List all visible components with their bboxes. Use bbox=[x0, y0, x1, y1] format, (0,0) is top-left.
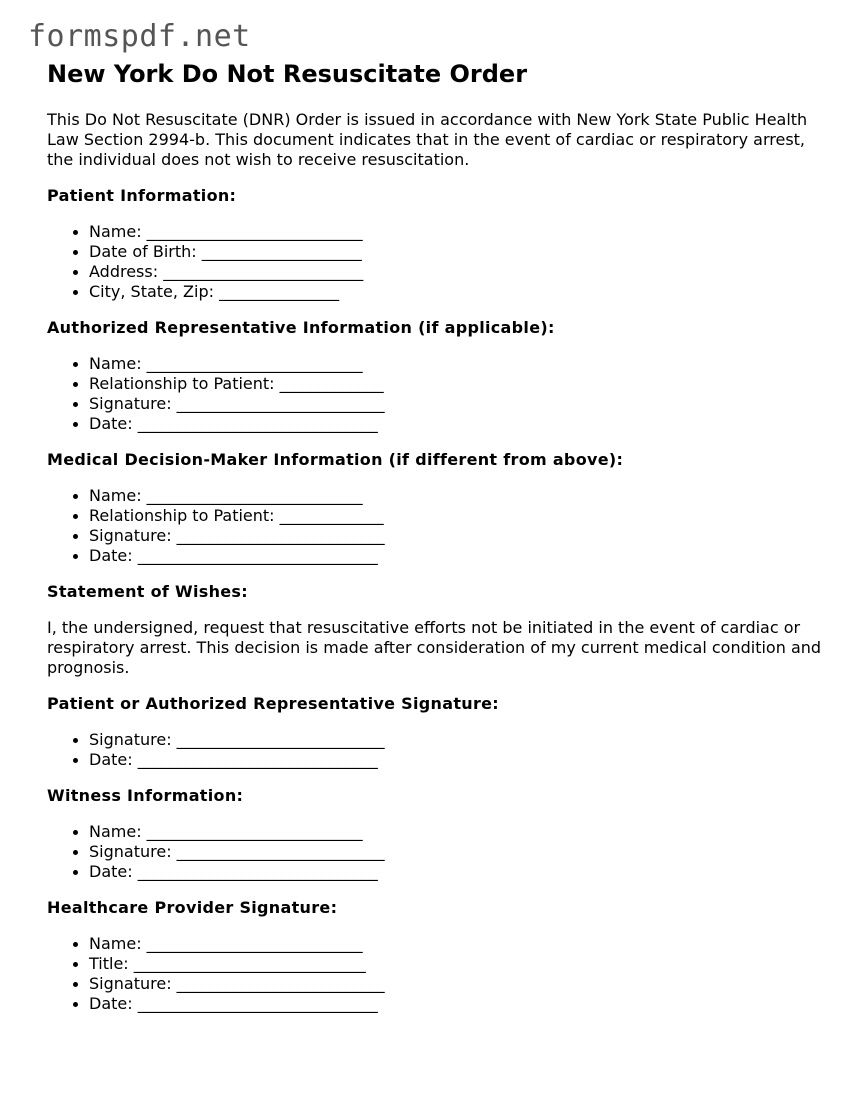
witness-info-list bbox=[47, 822, 827, 882]
provider-title-field[interactable]: Title: _____________________________ bbox=[89, 954, 827, 974]
representative-info-list bbox=[47, 354, 827, 434]
representative-info-heading: Authorized Representative Information (if applicable): bbox=[47, 318, 555, 337]
patient-address-field[interactable]: Address: _________________________ bbox=[89, 262, 827, 282]
provider-date-field[interactable]: Date: ______________________________ bbox=[89, 994, 827, 1014]
patient-signature-list bbox=[47, 730, 827, 770]
patient-name-field[interactable]: Name: ___________________________ bbox=[89, 222, 827, 242]
statement-of-wishes-heading: Statement of Wishes: bbox=[47, 582, 248, 601]
representative-name-field[interactable]: Name: ___________________________ bbox=[89, 354, 827, 374]
page-title: New York Do Not Resuscitate Order bbox=[47, 60, 528, 88]
provider-signature-list bbox=[47, 934, 827, 1014]
patient-info-list bbox=[47, 222, 827, 302]
document-body bbox=[47, 58, 827, 1014]
statement-of-wishes-text: I, the undersigned, request that resuscitative efforts not be initiated in the event of cardiac or respiratory arrest. This decision is made after consideration of my current medical condition and prognosis. bbox=[47, 618, 822, 677]
patient-info-heading: Patient Information: bbox=[47, 186, 237, 205]
decision-maker-signature-field[interactable]: Signature: __________________________ bbox=[89, 526, 827, 546]
provider-name-field[interactable]: Name: ___________________________ bbox=[89, 934, 827, 954]
decision-maker-heading: Medical Decision-Maker Information (if different from above): bbox=[47, 450, 624, 469]
representative-date-field[interactable]: Date: ______________________________ bbox=[89, 414, 827, 434]
decision-maker-name-field[interactable]: Name: ___________________________ bbox=[89, 486, 827, 506]
patient-dob-field[interactable]: Date of Birth: ____________________ bbox=[89, 242, 827, 262]
watermark: formspdf.net bbox=[28, 19, 251, 54]
witness-date-field[interactable]: Date: ______________________________ bbox=[89, 862, 827, 882]
intro-paragraph: This Do Not Resuscitate (DNR) Order is issued in accordance with New York State Public Health Law Section 2994-b. This document indicates that in the event of cardiac or respiratory arrest, the individual does not wish to receive resuscitation. bbox=[47, 110, 808, 169]
provider-signature-field[interactable]: Signature: __________________________ bbox=[89, 974, 827, 994]
witness-name-field[interactable]: Name: ___________________________ bbox=[89, 822, 827, 842]
patient-signature-heading: Patient or Authorized Representative Signature: bbox=[47, 694, 499, 713]
representative-signature-field[interactable]: Signature: __________________________ bbox=[89, 394, 827, 414]
patient-signature-field[interactable]: Signature: __________________________ bbox=[89, 730, 827, 750]
witness-info-heading: Witness Information: bbox=[47, 786, 244, 805]
witness-signature-field[interactable]: Signature: __________________________ bbox=[89, 842, 827, 862]
provider-signature-heading: Healthcare Provider Signature: bbox=[47, 898, 338, 917]
decision-maker-date-field[interactable]: Date: ______________________________ bbox=[89, 546, 827, 566]
patient-signature-date-field[interactable]: Date: ______________________________ bbox=[89, 750, 827, 770]
decision-maker-list bbox=[47, 486, 827, 566]
decision-maker-relationship-field[interactable]: Relationship to Patient: _____________ bbox=[89, 506, 827, 526]
patient-city-state-zip-field[interactable]: City, State, Zip: _______________ bbox=[89, 282, 827, 302]
representative-relationship-field[interactable]: Relationship to Patient: _____________ bbox=[89, 374, 827, 394]
